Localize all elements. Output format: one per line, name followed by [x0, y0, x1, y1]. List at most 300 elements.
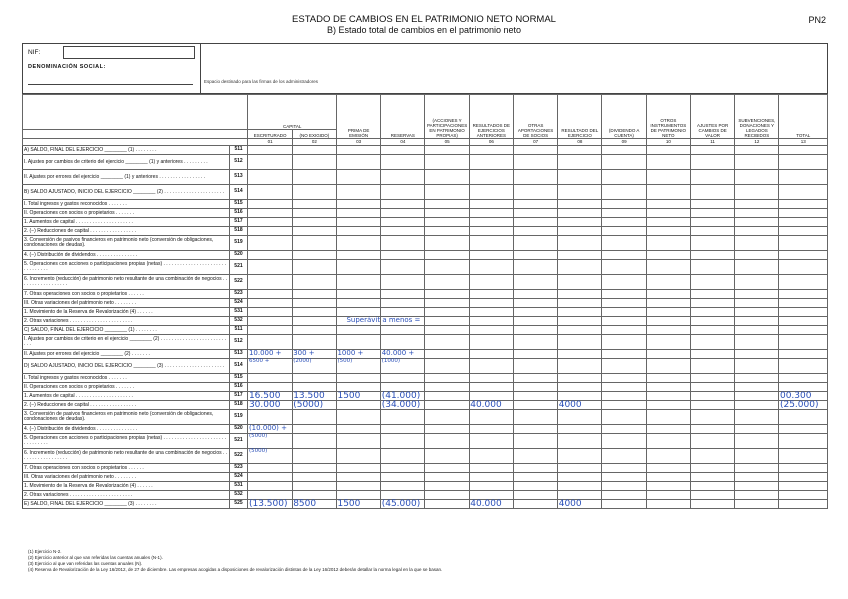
- value-cell[interactable]: [469, 251, 513, 260]
- value-cell[interactable]: [336, 326, 380, 335]
- value-cell[interactable]: [690, 218, 734, 227]
- value-cell[interactable]: [381, 290, 425, 299]
- value-cell[interactable]: [248, 290, 292, 299]
- value-cell[interactable]: [779, 374, 828, 383]
- value-cell[interactable]: [646, 359, 690, 374]
- value-cell[interactable]: [469, 449, 513, 464]
- value-cell[interactable]: [690, 260, 734, 275]
- value-cell[interactable]: [735, 491, 779, 500]
- value-cell[interactable]: [735, 260, 779, 275]
- value-cell[interactable]: [513, 218, 557, 227]
- value-cell[interactable]: [469, 200, 513, 209]
- value-cell[interactable]: [690, 275, 734, 290]
- value-cell[interactable]: [602, 260, 646, 275]
- value-cell[interactable]: [646, 464, 690, 473]
- value-cell[interactable]: [779, 200, 828, 209]
- value-cell[interactable]: [513, 185, 557, 200]
- value-cell[interactable]: [779, 335, 828, 350]
- value-cell[interactable]: [513, 401, 557, 410]
- value-cell[interactable]: [248, 326, 292, 335]
- value-cell[interactable]: [381, 449, 425, 464]
- value-cell[interactable]: [735, 299, 779, 308]
- value-cell[interactable]: [602, 401, 646, 410]
- value-cell[interactable]: [469, 209, 513, 218]
- value-cell[interactable]: [602, 449, 646, 464]
- value-cell[interactable]: [292, 290, 336, 299]
- value-cell[interactable]: [469, 290, 513, 299]
- value-cell[interactable]: [646, 392, 690, 401]
- value-cell[interactable]: [779, 236, 828, 251]
- value-cell[interactable]: [469, 335, 513, 350]
- value-cell[interactable]: [513, 275, 557, 290]
- value-cell[interactable]: [558, 251, 602, 260]
- value-cell[interactable]: [558, 260, 602, 275]
- value-cell[interactable]: [646, 290, 690, 299]
- value-cell[interactable]: [646, 482, 690, 491]
- value-cell[interactable]: [381, 251, 425, 260]
- value-cell[interactable]: [690, 308, 734, 317]
- value-cell[interactable]: [602, 359, 646, 374]
- nif-field[interactable]: [63, 46, 195, 59]
- value-cell[interactable]: [779, 308, 828, 317]
- value-cell[interactable]: [513, 491, 557, 500]
- value-cell[interactable]: [735, 251, 779, 260]
- value-cell[interactable]: [602, 185, 646, 200]
- value-cell[interactable]: [292, 299, 336, 308]
- value-cell[interactable]: [779, 350, 828, 359]
- value-cell[interactable]: [735, 155, 779, 170]
- value-cell[interactable]: [602, 290, 646, 299]
- value-cell[interactable]: [558, 434, 602, 449]
- value-cell[interactable]: [469, 425, 513, 434]
- value-cell[interactable]: [646, 425, 690, 434]
- value-cell[interactable]: [248, 473, 292, 482]
- value-cell[interactable]: [336, 146, 380, 155]
- value-cell[interactable]: [735, 410, 779, 425]
- value-cell[interactable]: [735, 500, 779, 509]
- value-cell[interactable]: [513, 410, 557, 425]
- value-cell[interactable]: [513, 170, 557, 185]
- value-cell[interactable]: [779, 491, 828, 500]
- value-cell[interactable]: [646, 236, 690, 251]
- value-cell[interactable]: [558, 449, 602, 464]
- value-cell[interactable]: [690, 326, 734, 335]
- value-cell[interactable]: [558, 317, 602, 326]
- value-cell[interactable]: [735, 392, 779, 401]
- value-cell[interactable]: [425, 290, 469, 299]
- value-cell[interactable]: [425, 401, 469, 410]
- value-cell[interactable]: [646, 209, 690, 218]
- value-cell[interactable]: [646, 227, 690, 236]
- value-cell[interactable]: [602, 500, 646, 509]
- value-cell[interactable]: [602, 482, 646, 491]
- value-cell[interactable]: [513, 200, 557, 209]
- value-cell[interactable]: [558, 170, 602, 185]
- value-cell[interactable]: [602, 275, 646, 290]
- value-cell[interactable]: [425, 434, 469, 449]
- value-cell[interactable]: [646, 251, 690, 260]
- value-cell[interactable]: [558, 227, 602, 236]
- value-cell[interactable]: [292, 473, 336, 482]
- value-cell[interactable]: [425, 299, 469, 308]
- value-cell[interactable]: [292, 185, 336, 200]
- value-cell[interactable]: [646, 308, 690, 317]
- value-cell[interactable]: [425, 326, 469, 335]
- value-cell[interactable]: [690, 383, 734, 392]
- value-cell[interactable]: [602, 326, 646, 335]
- value-cell[interactable]: [469, 350, 513, 359]
- value-cell[interactable]: [735, 473, 779, 482]
- value-cell[interactable]: [425, 251, 469, 260]
- value-cell[interactable]: [248, 236, 292, 251]
- value-cell[interactable]: [735, 170, 779, 185]
- value-cell[interactable]: [558, 335, 602, 350]
- value-cell[interactable]: [336, 200, 380, 209]
- value-cell[interactable]: [558, 326, 602, 335]
- value-cell[interactable]: [602, 251, 646, 260]
- value-cell[interactable]: [779, 275, 828, 290]
- value-cell[interactable]: [469, 383, 513, 392]
- value-cell[interactable]: [779, 218, 828, 227]
- value-cell[interactable]: [646, 218, 690, 227]
- value-cell[interactable]: [779, 170, 828, 185]
- value-cell[interactable]: [425, 200, 469, 209]
- value-cell[interactable]: [558, 464, 602, 473]
- value-cell[interactable]: [469, 374, 513, 383]
- value-cell[interactable]: [646, 449, 690, 464]
- value-cell[interactable]: [602, 464, 646, 473]
- value-cell[interactable]: [292, 482, 336, 491]
- value-cell[interactable]: [558, 200, 602, 209]
- value-cell[interactable]: [469, 185, 513, 200]
- value-cell[interactable]: [381, 410, 425, 425]
- value-cell[interactable]: [690, 227, 734, 236]
- value-cell[interactable]: [602, 473, 646, 482]
- value-cell[interactable]: [513, 317, 557, 326]
- value-cell[interactable]: [336, 170, 380, 185]
- value-cell[interactable]: [381, 275, 425, 290]
- value-cell[interactable]: [513, 290, 557, 299]
- value-cell[interactable]: [469, 299, 513, 308]
- value-cell[interactable]: [469, 410, 513, 425]
- value-cell[interactable]: [690, 392, 734, 401]
- value-cell[interactable]: [646, 185, 690, 200]
- value-cell[interactable]: [690, 251, 734, 260]
- value-cell[interactable]: [735, 290, 779, 299]
- value-cell[interactable]: [646, 401, 690, 410]
- value-cell[interactable]: [646, 299, 690, 308]
- value-cell[interactable]: [513, 500, 557, 509]
- value-cell[interactable]: [558, 155, 602, 170]
- value-cell[interactable]: [558, 185, 602, 200]
- value-cell[interactable]: [602, 236, 646, 251]
- value-cell[interactable]: [735, 185, 779, 200]
- value-cell[interactable]: [381, 326, 425, 335]
- value-cell[interactable]: [558, 290, 602, 299]
- value-cell[interactable]: [690, 434, 734, 449]
- value-cell[interactable]: [690, 401, 734, 410]
- value-cell[interactable]: [779, 410, 828, 425]
- value-cell[interactable]: [336, 251, 380, 260]
- value-cell[interactable]: [292, 200, 336, 209]
- value-cell[interactable]: [336, 209, 380, 218]
- value-cell[interactable]: [779, 359, 828, 374]
- value-cell[interactable]: [381, 155, 425, 170]
- value-cell[interactable]: [690, 170, 734, 185]
- value-cell[interactable]: [336, 473, 380, 482]
- value-cell[interactable]: [469, 275, 513, 290]
- value-cell[interactable]: [779, 449, 828, 464]
- value-cell[interactable]: [779, 326, 828, 335]
- value-cell[interactable]: [602, 491, 646, 500]
- value-cell[interactable]: [248, 218, 292, 227]
- value-cell[interactable]: [292, 227, 336, 236]
- value-cell[interactable]: [602, 434, 646, 449]
- value-cell[interactable]: [381, 227, 425, 236]
- value-cell[interactable]: [425, 425, 469, 434]
- value-cell[interactable]: [646, 317, 690, 326]
- value-cell[interactable]: [735, 317, 779, 326]
- value-cell[interactable]: [336, 218, 380, 227]
- value-cell[interactable]: [513, 392, 557, 401]
- value-cell[interactable]: [425, 449, 469, 464]
- value-cell[interactable]: [248, 146, 292, 155]
- value-cell[interactable]: [469, 464, 513, 473]
- value-cell[interactable]: [646, 350, 690, 359]
- value-cell[interactable]: [735, 326, 779, 335]
- value-cell[interactable]: [735, 383, 779, 392]
- value-cell[interactable]: [602, 170, 646, 185]
- value-cell[interactable]: [513, 299, 557, 308]
- value-cell[interactable]: [779, 251, 828, 260]
- value-cell[interactable]: [336, 290, 380, 299]
- value-cell[interactable]: [425, 383, 469, 392]
- value-cell[interactable]: [602, 335, 646, 350]
- value-cell[interactable]: [336, 275, 380, 290]
- value-cell[interactable]: [336, 299, 380, 308]
- value-cell[interactable]: [425, 308, 469, 317]
- value-cell[interactable]: [425, 335, 469, 350]
- value-cell[interactable]: [558, 308, 602, 317]
- value-cell[interactable]: [336, 449, 380, 464]
- value-cell[interactable]: [513, 374, 557, 383]
- value-cell[interactable]: [513, 308, 557, 317]
- value-cell[interactable]: [513, 482, 557, 491]
- value-cell[interactable]: [248, 374, 292, 383]
- value-cell[interactable]: [779, 434, 828, 449]
- value-cell[interactable]: [336, 482, 380, 491]
- value-cell[interactable]: [779, 464, 828, 473]
- value-cell[interactable]: [292, 275, 336, 290]
- value-cell[interactable]: [336, 335, 380, 350]
- value-cell[interactable]: [513, 434, 557, 449]
- value-cell[interactable]: [425, 491, 469, 500]
- value-cell[interactable]: [381, 200, 425, 209]
- value-cell[interactable]: [248, 170, 292, 185]
- value-cell[interactable]: [513, 227, 557, 236]
- value-cell[interactable]: [513, 326, 557, 335]
- value-cell[interactable]: [292, 425, 336, 434]
- value-cell[interactable]: [690, 425, 734, 434]
- value-cell[interactable]: [381, 146, 425, 155]
- value-cell[interactable]: [425, 350, 469, 359]
- value-cell[interactable]: [336, 227, 380, 236]
- value-cell[interactable]: [735, 350, 779, 359]
- value-cell[interactable]: [558, 209, 602, 218]
- value-cell[interactable]: [292, 209, 336, 218]
- value-cell[interactable]: [735, 200, 779, 209]
- value-cell[interactable]: [646, 335, 690, 350]
- value-cell[interactable]: [248, 251, 292, 260]
- value-cell[interactable]: [558, 218, 602, 227]
- value-cell[interactable]: [735, 374, 779, 383]
- value-cell[interactable]: [602, 209, 646, 218]
- value-cell[interactable]: [292, 449, 336, 464]
- value-cell[interactable]: [690, 350, 734, 359]
- value-cell[interactable]: [425, 359, 469, 374]
- value-cell[interactable]: [779, 317, 828, 326]
- value-cell[interactable]: [513, 335, 557, 350]
- value-cell[interactable]: [292, 155, 336, 170]
- value-cell[interactable]: [513, 359, 557, 374]
- value-cell[interactable]: [779, 209, 828, 218]
- value-cell[interactable]: [646, 155, 690, 170]
- value-cell[interactable]: [292, 374, 336, 383]
- value-cell[interactable]: [425, 146, 469, 155]
- value-cell[interactable]: [425, 464, 469, 473]
- value-cell[interactable]: [248, 200, 292, 209]
- value-cell[interactable]: [779, 227, 828, 236]
- value-cell[interactable]: [646, 200, 690, 209]
- value-cell[interactable]: [735, 227, 779, 236]
- value-cell[interactable]: [690, 200, 734, 209]
- value-cell[interactable]: [602, 317, 646, 326]
- value-cell[interactable]: [381, 374, 425, 383]
- value-cell[interactable]: [735, 275, 779, 290]
- value-cell[interactable]: [425, 155, 469, 170]
- value-cell[interactable]: [690, 473, 734, 482]
- value-cell[interactable]: [690, 335, 734, 350]
- value-cell[interactable]: [381, 260, 425, 275]
- value-cell[interactable]: [381, 185, 425, 200]
- value-cell[interactable]: [602, 392, 646, 401]
- value-cell[interactable]: [735, 209, 779, 218]
- value-cell[interactable]: [735, 449, 779, 464]
- value-cell[interactable]: [248, 317, 292, 326]
- value-cell[interactable]: [602, 155, 646, 170]
- value-cell[interactable]: [469, 260, 513, 275]
- value-cell[interactable]: [513, 155, 557, 170]
- value-cell[interactable]: [292, 308, 336, 317]
- value-cell[interactable]: [602, 425, 646, 434]
- value-cell[interactable]: [248, 260, 292, 275]
- value-cell[interactable]: [513, 251, 557, 260]
- value-cell[interactable]: [779, 290, 828, 299]
- value-cell[interactable]: [558, 410, 602, 425]
- value-cell[interactable]: [646, 473, 690, 482]
- value-cell[interactable]: [602, 383, 646, 392]
- value-cell[interactable]: [425, 275, 469, 290]
- value-cell[interactable]: [513, 449, 557, 464]
- value-cell[interactable]: [336, 425, 380, 434]
- value-cell[interactable]: [513, 473, 557, 482]
- value-cell[interactable]: [336, 185, 380, 200]
- value-cell[interactable]: [735, 218, 779, 227]
- value-cell[interactable]: [690, 464, 734, 473]
- value-cell[interactable]: [646, 146, 690, 155]
- value-cell[interactable]: [513, 350, 557, 359]
- value-cell[interactable]: [735, 425, 779, 434]
- value-cell[interactable]: [646, 410, 690, 425]
- value-cell[interactable]: [248, 308, 292, 317]
- value-cell[interactable]: [381, 209, 425, 218]
- value-cell[interactable]: [602, 350, 646, 359]
- value-cell[interactable]: [381, 434, 425, 449]
- value-cell[interactable]: [248, 482, 292, 491]
- value-cell[interactable]: [646, 326, 690, 335]
- value-cell[interactable]: [690, 236, 734, 251]
- value-cell[interactable]: [336, 236, 380, 251]
- value-cell[interactable]: [602, 410, 646, 425]
- value-cell[interactable]: [602, 218, 646, 227]
- value-cell[interactable]: [469, 473, 513, 482]
- value-cell[interactable]: [292, 146, 336, 155]
- value-cell[interactable]: [513, 209, 557, 218]
- value-cell[interactable]: [336, 401, 380, 410]
- value-cell[interactable]: [336, 155, 380, 170]
- value-cell[interactable]: [558, 350, 602, 359]
- value-cell[interactable]: [292, 410, 336, 425]
- value-cell[interactable]: [646, 383, 690, 392]
- value-cell[interactable]: [690, 482, 734, 491]
- value-cell[interactable]: [513, 425, 557, 434]
- value-cell[interactable]: [646, 170, 690, 185]
- value-cell[interactable]: [690, 299, 734, 308]
- value-cell[interactable]: [735, 146, 779, 155]
- value-cell[interactable]: [602, 308, 646, 317]
- value-cell[interactable]: [558, 275, 602, 290]
- value-cell[interactable]: [425, 218, 469, 227]
- value-cell[interactable]: [558, 425, 602, 434]
- value-cell[interactable]: [425, 473, 469, 482]
- value-cell[interactable]: [292, 260, 336, 275]
- value-cell[interactable]: [646, 260, 690, 275]
- value-cell[interactable]: [469, 170, 513, 185]
- value-cell[interactable]: [248, 335, 292, 350]
- value-cell[interactable]: [292, 317, 336, 326]
- company-name-field[interactable]: [28, 84, 193, 85]
- value-cell[interactable]: [602, 227, 646, 236]
- value-cell[interactable]: [381, 170, 425, 185]
- value-cell[interactable]: [425, 392, 469, 401]
- value-cell[interactable]: [381, 473, 425, 482]
- value-cell[interactable]: [292, 236, 336, 251]
- value-cell[interactable]: [336, 374, 380, 383]
- value-cell[interactable]: [558, 236, 602, 251]
- value-cell[interactable]: [513, 383, 557, 392]
- value-cell[interactable]: [292, 251, 336, 260]
- value-cell[interactable]: [469, 236, 513, 251]
- value-cell[interactable]: [646, 434, 690, 449]
- value-cell[interactable]: [735, 482, 779, 491]
- value-cell[interactable]: [690, 290, 734, 299]
- value-cell[interactable]: [425, 236, 469, 251]
- value-cell[interactable]: [292, 218, 336, 227]
- value-cell[interactable]: [646, 374, 690, 383]
- value-cell[interactable]: [425, 227, 469, 236]
- value-cell[interactable]: [735, 434, 779, 449]
- value-cell[interactable]: [425, 500, 469, 509]
